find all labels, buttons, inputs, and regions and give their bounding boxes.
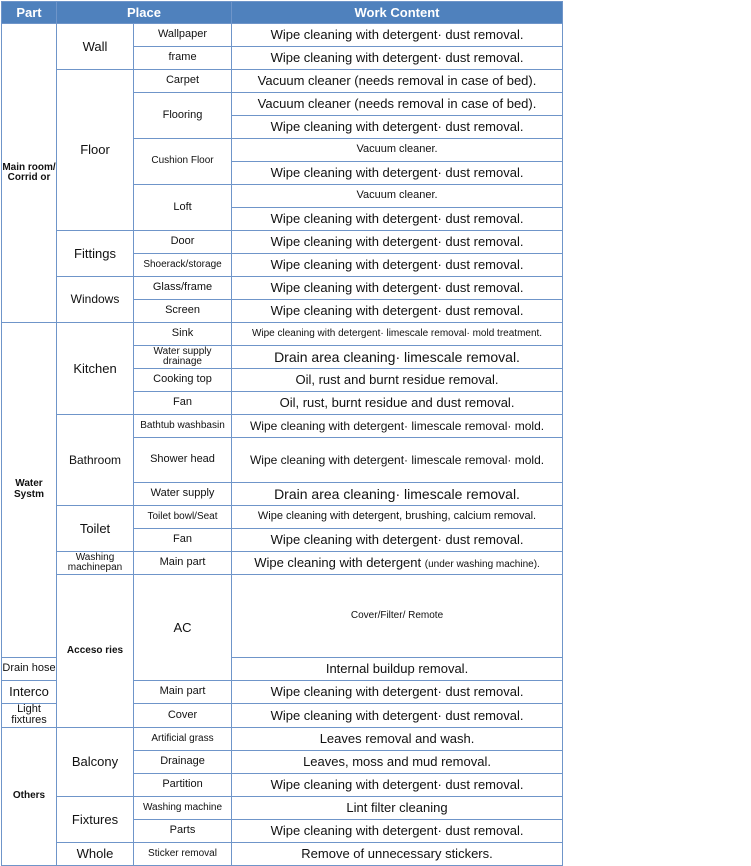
work-content: Wipe cleaning with detergent· dust removal. (232, 231, 563, 254)
work-content: Wipe cleaning with detergent· limescale removal· mold. (232, 438, 563, 483)
place-light-fixtures: Light fixtures (2, 703, 57, 727)
work-content: Vacuum cleaner. (232, 139, 563, 162)
header-work: Work Content (232, 2, 563, 24)
place-windows: Windows (57, 277, 134, 323)
place-interco: Interco (2, 680, 57, 703)
work-content: Lint filter cleaning (232, 796, 563, 819)
sub-cooking-top: Cooking top (134, 369, 232, 392)
work-content: Oil, rust and burnt residue removal. (232, 369, 563, 392)
sub-cushion-floor: Cushion Floor (134, 139, 232, 185)
sub-door: Door (134, 231, 232, 254)
sub-interco-main: Main part (134, 680, 232, 703)
work-content: Wipe cleaning with detergent· dust removal. (232, 47, 563, 70)
place-whole: Whole (57, 842, 134, 865)
header-row (2, 2, 563, 24)
sub-partition: Partition (134, 773, 232, 796)
header-part: Part (2, 2, 57, 24)
place-toilet: Toilet (57, 506, 134, 552)
place-balcony: Balcony (57, 727, 134, 796)
sub-screen: Screen (134, 300, 232, 323)
sub-main-part: Main part (134, 552, 232, 575)
work-content: Wipe cleaning with detergent· limescale removal· mold treatment. (232, 323, 563, 346)
work-content: Wipe cleaning with detergent· dust removal. (232, 277, 563, 300)
place-kitchen: Kitchen (57, 323, 134, 415)
header-place: Place (57, 2, 232, 24)
cleaning-table (1, 1, 563, 866)
work-content: Wipe cleaning with detergent· limescale removal· mold. (232, 415, 563, 438)
work-content: Vacuum cleaner (needs removal in case of bed). (232, 70, 563, 93)
work-content: Leaves, moss and mud removal. (232, 750, 563, 773)
sub-ac-filter: Cover/Filter/ Remote (232, 575, 563, 658)
work-content: Drain area cleaning· limescale removal. (232, 483, 563, 506)
work-content: Drain area cleaning· limescale removal. (232, 346, 563, 369)
sub-toilet-bowl: Toilet bowl/Seat (134, 506, 232, 529)
part-others: Others (2, 727, 57, 865)
work-content: Wipe cleaning with detergent· dust removal. (232, 680, 563, 703)
work-content: Wipe cleaning with detergent, brushing, calcium removal. (232, 506, 563, 529)
table-row (2, 842, 563, 865)
sub-bath-water-supply: Water supply (134, 483, 232, 506)
sub-bathtub: Bathtub washbasin (134, 415, 232, 438)
work-note: (under washing machine). (424, 558, 540, 570)
table-row (2, 415, 563, 438)
sub-frame: frame (134, 47, 232, 70)
table-row (2, 796, 563, 819)
sub-drainage: Drainage (134, 750, 232, 773)
part-accessories: Acceso ries (57, 575, 134, 728)
sub-cover: Cover (134, 703, 232, 727)
sub-sink: Sink (134, 323, 232, 346)
place-fittings: Fittings (57, 231, 134, 277)
work-content: Wipe cleaning with detergent· dust removal. (232, 773, 563, 796)
sub-carpet: Carpet (134, 70, 232, 93)
sub-sticker-removal: Sticker removal (134, 842, 232, 865)
place-bathroom: Bathroom (57, 415, 134, 506)
work-content: Wipe cleaning with detergent· dust removal. (232, 529, 563, 552)
sub-flooring: Flooring (134, 93, 232, 139)
work-content: Vacuum cleaner (needs removal in case of bed). (232, 93, 563, 116)
sub-shoerack: Shoerack/storage (134, 254, 232, 277)
sub-glass-frame: Glass/frame (134, 277, 232, 300)
work-content: Wipe cleaning with detergent· dust removal. (232, 703, 563, 727)
work-text: Wipe cleaning with detergent (254, 554, 422, 570)
work-content: Wipe cleaning with detergent· dust removal. (232, 254, 563, 277)
sub-loft: Loft (134, 185, 232, 231)
sub-artificial-grass: Artificial grass (134, 727, 232, 750)
place-washing-machinepan: Washing machinepan (57, 552, 134, 575)
sub-water-supply-drainage: Water supply drainage (134, 346, 232, 369)
work-content (232, 552, 563, 575)
table-row (2, 727, 563, 750)
table-row (2, 24, 563, 47)
work-content: Wipe cleaning with detergent· dust removal. (232, 819, 563, 842)
table-row (2, 277, 563, 300)
sub-parts: Parts (134, 819, 232, 842)
place-floor: Floor (57, 70, 134, 231)
work-content: Internal buildup removal. (232, 657, 563, 680)
work-content: Wipe cleaning with detergent· dust removal. (232, 116, 563, 139)
work-content: Wipe cleaning with detergent· dust removal. (232, 162, 563, 185)
table-row (2, 552, 563, 575)
sub-kitchen-fan: Fan (134, 392, 232, 415)
sub-washing-machine: Washing machine (134, 796, 232, 819)
sub-drain-hose: Drain hose (2, 657, 57, 680)
work-content: Vacuum cleaner. (232, 185, 563, 208)
table-row (2, 231, 563, 254)
work-content: Leaves removal and wash. (232, 727, 563, 750)
table-row (2, 70, 563, 93)
work-content: Wipe cleaning with detergent· dust removal. (232, 208, 563, 231)
place-ac: AC (134, 575, 232, 681)
place-fixtures: Fixtures (57, 796, 134, 842)
place-wall: Wall (57, 24, 134, 70)
work-content: Wipe cleaning with detergent· dust removal. (232, 24, 563, 47)
part-water-system: Water Systm (2, 323, 57, 658)
work-content: Oil, rust, burnt residue and dust removal. (232, 392, 563, 415)
table-row (2, 506, 563, 529)
work-content: Wipe cleaning with detergent· dust removal. (232, 300, 563, 323)
sub-toilet-fan: Fan (134, 529, 232, 552)
part-main-room: Main room/ Corrid or (2, 24, 57, 323)
table-row (2, 575, 563, 658)
sub-shower-head: Shower head (134, 438, 232, 483)
work-content: Remove of unnecessary stickers. (232, 842, 563, 865)
sub-wallpaper: Wallpaper (134, 24, 232, 47)
table-row (2, 323, 563, 346)
